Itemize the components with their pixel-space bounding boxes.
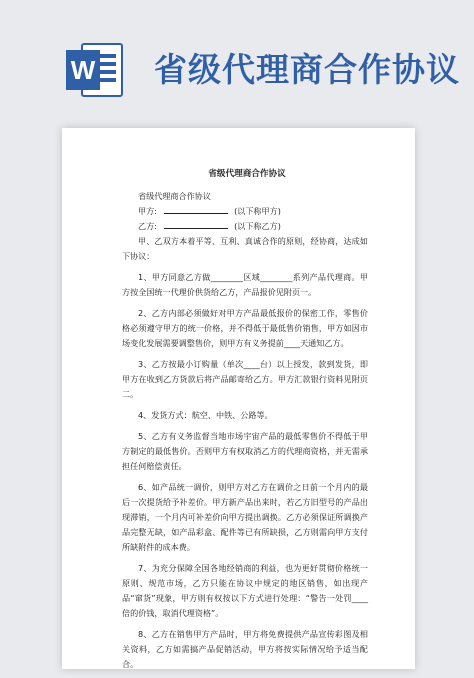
clause-1 <box>122 270 368 300</box>
party-a-line <box>122 204 368 219</box>
document-title: 省级代理商合作协议 <box>208 169 286 179</box>
clause-4 <box>122 408 368 423</box>
clause-6 <box>122 480 368 555</box>
agreement-name-line: 省级代理商合作协议 <box>138 191 211 201</box>
party-b-label: 乙方: <box>138 221 157 231</box>
clause-8 <box>122 627 368 672</box>
preamble <box>122 234 368 264</box>
party-a-note: (以下称甲方) <box>234 206 281 216</box>
clause-text: 1、甲方同意乙方做________区域________系列产品代理商。甲方按全国统一代理价供货给乙方，产品报价见附页一。 <box>122 272 368 297</box>
document-body <box>122 167 368 678</box>
party-b-line <box>122 219 368 234</box>
word-document-icon <box>62 38 126 102</box>
clause-text: 5、乙方有义务监督当地市场宇宙产品的最低零售价不得低于甲方制定的最低售价。否则甲方有权取消乙方的代理商资格，并无需承担任何赔偿责任。 <box>122 431 368 471</box>
party-a-label: 甲方: <box>138 206 157 216</box>
header <box>0 0 474 128</box>
document-heading: 省级代理商合作协议 <box>154 50 460 89</box>
clause-7 <box>122 561 368 621</box>
preamble-text: 甲、乙双方本着平等、互利、真诚合作的原则，经协商，达成如下协议： <box>122 236 368 261</box>
clause-2 <box>122 306 368 351</box>
clause-text: 7、为充分保障全国各地经销商的利益，也为更好贯彻价格统一原则、规范市场，乙方只能在协议中规定的地区销售，如出现产品“窜货”现象，甲方则有权按以下方式进行处理：“警告一处罚____倍的价钱，取消代理资格”。 <box>122 563 368 618</box>
clause-text: 2、乙方内部必须做好对甲方产品最低报价的保密工作，零售价格必须遵守甲方的统一价格，并不得低于最低售价销售，甲方如因市场变化发展需要调整售价，则甲方有义务提前____天通知乙方。 <box>122 308 368 348</box>
word-logo-letter: W <box>70 55 96 85</box>
clause-3 <box>122 357 368 402</box>
clause-text: 3、乙方按最小订购量（单次____台）以上授发，款到发货，即甲方在收到乙方货款后将产品邮寄给乙方。甲方汇款银行资料见附页二。 <box>122 359 368 399</box>
document-page <box>62 128 415 669</box>
party-b-note: (以下称乙方) <box>234 221 281 231</box>
clause-5 <box>122 429 368 474</box>
party-a-blank <box>164 213 228 214</box>
clause-text: 8、乙方在销售甲方产品时，甲方将免费提供产品宣传彩图及相关资料，乙方如需搞产品促销活动，甲方将按实际情况给予适当配合。 <box>122 629 368 669</box>
clause-text: 4、发货方式：航空、中铁、公路等。 <box>138 410 273 420</box>
clause-text: 6、如产品统一调价，则甲方对乙方在调价之日前一个月内的最后一次提货给予补差价。甲方新产品出来时，若乙方旧型号的产品出现滞销，一个月内可补差价向甲方提出调换。乙方必须保证所调换产品完整无缺，如产品彩盒、配件等已有所缺损，乙方则需向甲方支付所缺附件的成本费。 <box>122 482 368 552</box>
party-b-blank <box>164 228 228 229</box>
